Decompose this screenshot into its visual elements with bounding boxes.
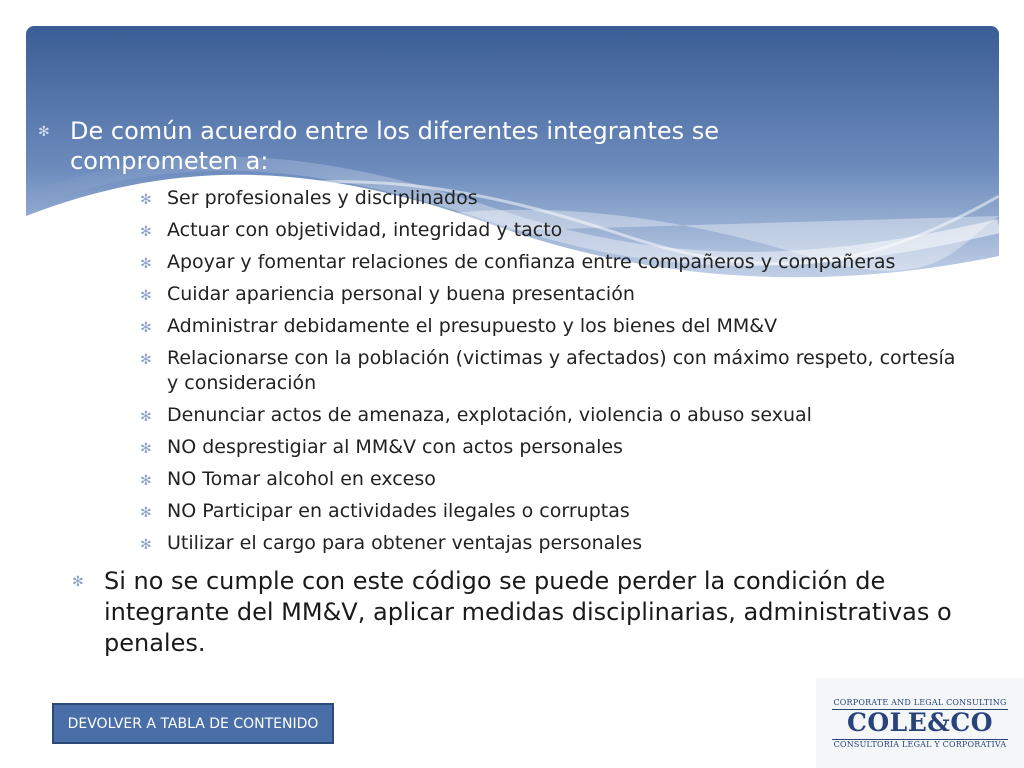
asterisk-bullet-icon: ✻ — [140, 320, 152, 336]
commitment-text: NO Tomar alcohol en exceso — [167, 468, 436, 490]
list-item — [140, 218, 960, 243]
asterisk-bullet-icon: ✻ — [140, 537, 152, 553]
commitment-text: Relacionarse con la población (victimas y afectados) con máximo respeto, cortesía y consideración — [167, 347, 956, 394]
back-to-contents-button[interactable]: DEVOLVER A TABLA DE CONTENIDO — [52, 703, 334, 744]
list-item — [140, 314, 960, 339]
list-item — [140, 250, 960, 275]
asterisk-bullet-icon: ✻ — [38, 124, 50, 140]
logo-wordmark: COLE&CO — [846, 708, 994, 737]
asterisk-bullet-icon: ✻ — [140, 441, 152, 457]
list-item — [140, 499, 960, 524]
list-item — [140, 403, 960, 428]
consequence-bullet — [72, 566, 972, 659]
commitment-text: Ser profesionales y disciplinados — [167, 187, 478, 209]
cole-co-logo — [816, 678, 1024, 768]
commitment-text: NO Participar en actividades ilegales o corruptas — [167, 500, 630, 522]
intro-text: De común acuerdo entre los diferentes integrantes se comprometen a: — [70, 117, 720, 175]
commitment-text: Cuidar apariencia personal y buena presentación — [167, 283, 635, 305]
list-item — [140, 531, 960, 556]
commitments-list — [140, 186, 960, 556]
intro-bullet — [38, 116, 798, 176]
list-item — [140, 435, 960, 460]
asterisk-bullet-icon: ✻ — [140, 505, 152, 521]
commitment-text: Utilizar el cargo para obtener ventajas personales — [167, 532, 643, 554]
consequence-text: Si no se cumple con este código se puede perder la condición de integrante del MM&V, aplicar medidas disciplinarias, administrativas o penales. — [104, 567, 952, 657]
commitment-text: NO desprestigiar al MM&V con actos personales — [167, 436, 623, 458]
logo-tagline-es: CONSULTORÍA LEGAL Y CORPORATIVA — [833, 740, 1007, 749]
asterisk-bullet-icon: ✻ — [140, 288, 152, 304]
list-item — [140, 282, 960, 307]
asterisk-bullet-icon: ✻ — [140, 256, 152, 272]
commitment-text: Actuar con objetividad, integridad y tacto — [167, 219, 563, 241]
commitment-text: Administrar debidamente el presupuesto y los bienes del MM&V — [167, 315, 778, 337]
list-item — [140, 467, 960, 492]
commitment-text: Apoyar y fomentar relaciones de confianza entre compañeros y compañeras — [167, 251, 896, 273]
asterisk-bullet-icon: ✻ — [140, 224, 152, 240]
asterisk-bullet-icon: ✻ — [140, 473, 152, 489]
list-item — [140, 346, 960, 396]
list-item — [140, 186, 960, 211]
commitment-text: Denunciar actos de amenaza, explotación, violencia o abuso sexual — [167, 404, 812, 426]
logo-tagline-en: CORPORATE AND LEGAL CONSULTING — [833, 698, 1007, 707]
asterisk-bullet-icon: ✻ — [140, 352, 152, 368]
asterisk-bullet-icon: ✻ — [140, 409, 152, 425]
asterisk-bullet-icon: ✻ — [72, 574, 84, 590]
asterisk-bullet-icon: ✻ — [140, 192, 152, 208]
